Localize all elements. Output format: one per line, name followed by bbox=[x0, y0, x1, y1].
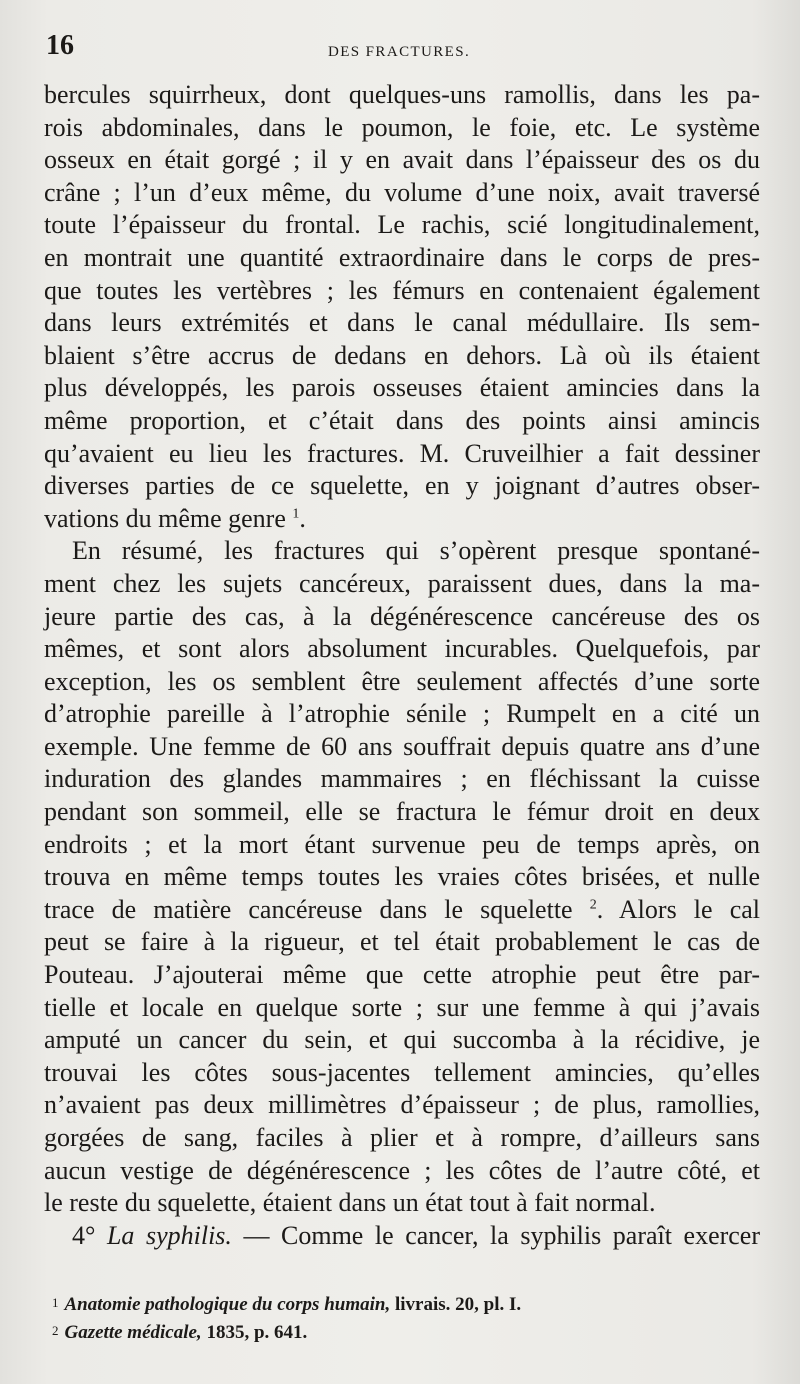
footnote-title: Gazette médicale, bbox=[64, 1322, 202, 1343]
text-line: jeure partie des cas, à la dégénérescence cancéreuse des os bbox=[44, 601, 760, 631]
text-line: Pouteau. J’ajouterai même que cette atrophie peut être par- bbox=[44, 960, 760, 990]
text-line: rois abdominales, dans le poumon, le foie, etc. Le système bbox=[44, 112, 760, 142]
text-line: aucun vestige de dégénérescence ; les côtes de l’autre côté, et bbox=[44, 1155, 760, 1185]
footnote-title: Anatomie pathologique du corps humain, bbox=[64, 1294, 391, 1315]
footnote-detail: 1835, p. 641. bbox=[201, 1322, 308, 1343]
text-line: amputé un cancer du sein, et qui succomba à la récidive, je bbox=[44, 1025, 760, 1055]
text-line: pendant son sommeil, elle se fractura le fémur droit en deux bbox=[44, 797, 760, 827]
text-fragment: . Alors le cal bbox=[596, 894, 760, 924]
text-line: bercules squirrheux, dont quelques-uns ramollis, dans les pa- bbox=[44, 80, 760, 109]
text-fragment: vations du même genre bbox=[44, 503, 286, 533]
text-line: qu’avaient eu lieu les fractures. M. Cruveilhier a fait dessiner bbox=[44, 438, 760, 468]
section-title: La syphilis. bbox=[106, 1220, 232, 1250]
text-line: ment chez les sujets cancéreux, paraissent dues, dans la ma- bbox=[44, 568, 760, 598]
footnote-number: 1 bbox=[52, 1295, 59, 1310]
footnote-reference: 1 bbox=[292, 506, 300, 522]
text-line: tielle et locale en quelque sorte ; sur une femme à qui j’avais bbox=[44, 992, 760, 1022]
text-line: exemple. Une femme de 60 ans souffrait depuis quatre ans d’une bbox=[44, 731, 760, 761]
footnote-detail: livrais. 20, pl. I. bbox=[390, 1294, 522, 1315]
text-fragment: . bbox=[299, 503, 306, 533]
text-line: plus développés, les parois osseuses étaient amincies dans la bbox=[44, 373, 760, 403]
text-line: endroits ; et la mort étant survenue peu de temps après, on bbox=[44, 829, 760, 859]
section-heading-line bbox=[44, 1220, 760, 1253]
text-line: trouvai les côtes sous-jacentes tellement amincies, qu’elles bbox=[44, 1057, 760, 1087]
text-line: trouva en même temps toutes les vraies côtes brisées, et nulle bbox=[44, 862, 760, 892]
text-line bbox=[44, 503, 760, 536]
text-line bbox=[44, 894, 760, 927]
text-fragment: — Comme le cancer, la syphilis paraît exercer bbox=[243, 1220, 760, 1250]
text-line: En résumé, les fractures qui s’opèrent presque spontané- bbox=[72, 536, 760, 566]
text-line: n’avaient pas deux millimètres d’épaisseur ; de plus, ramollies, bbox=[44, 1090, 760, 1120]
text-line: que toutes les vertèbres ; les fémurs en contenaient également bbox=[44, 275, 760, 305]
text-line: mêmes, et sont alors absolument incurables. Quelquefois, par bbox=[44, 634, 760, 664]
text-line: osseux en était gorgé ; il y en avait dans l’épaisseur des os du bbox=[44, 145, 760, 175]
text-line: gorgées de sang, faciles à plier et à rompre, d’ailleurs sans bbox=[44, 1123, 760, 1152]
footnote-number: 2 bbox=[52, 1323, 59, 1338]
page-number: 16 bbox=[46, 30, 74, 61]
page-header bbox=[46, 30, 760, 70]
body-text bbox=[44, 79, 760, 1252]
text-line: toute l’épaisseur du frontal. Le rachis, scié longitudinalement, bbox=[44, 210, 760, 240]
text-line: diverses parties de ce squelette, en y joignant d’autres obser- bbox=[44, 471, 760, 501]
text-line: même proportion, et c’était dans des points ainsi amincis bbox=[44, 405, 760, 435]
section-number: 4° bbox=[72, 1220, 96, 1250]
text-line: induration des glandes mammaires ; en fléchissant la cuisse bbox=[44, 764, 760, 794]
text-line: en montrait une quantité extraordinaire dans le corps de pres- bbox=[44, 242, 760, 272]
footnote-reference: 2 bbox=[589, 897, 597, 913]
footnote bbox=[52, 1291, 752, 1319]
text-line: le reste du squelette, étaient dans un état tout à fait normal. bbox=[44, 1188, 656, 1218]
text-line: crâne ; l’un d’eux même, du volume d’une noix, avait traversé bbox=[44, 177, 760, 207]
text-line: exception, les os semblent être seulement affectés d’une sorte bbox=[44, 666, 760, 696]
text-fragment: trace de matière cancéreuse dans le squelette bbox=[44, 894, 573, 924]
footnote bbox=[52, 1319, 752, 1347]
footnotes bbox=[52, 1291, 752, 1347]
text-line: dans leurs extrémités et dans le canal médullaire. Ils sem- bbox=[44, 308, 760, 338]
text-line: d’atrophie pareille à l’atrophie sénile ; Rumpelt en a cité un bbox=[44, 699, 760, 729]
running-head: DES FRACTURES. bbox=[328, 44, 471, 60]
text-line: blaient s’être accrus de dedans en dehors. Là où ils étaient bbox=[44, 340, 760, 370]
text-line: peut se faire à la rigueur, et tel était probablement le cas de bbox=[44, 927, 760, 957]
